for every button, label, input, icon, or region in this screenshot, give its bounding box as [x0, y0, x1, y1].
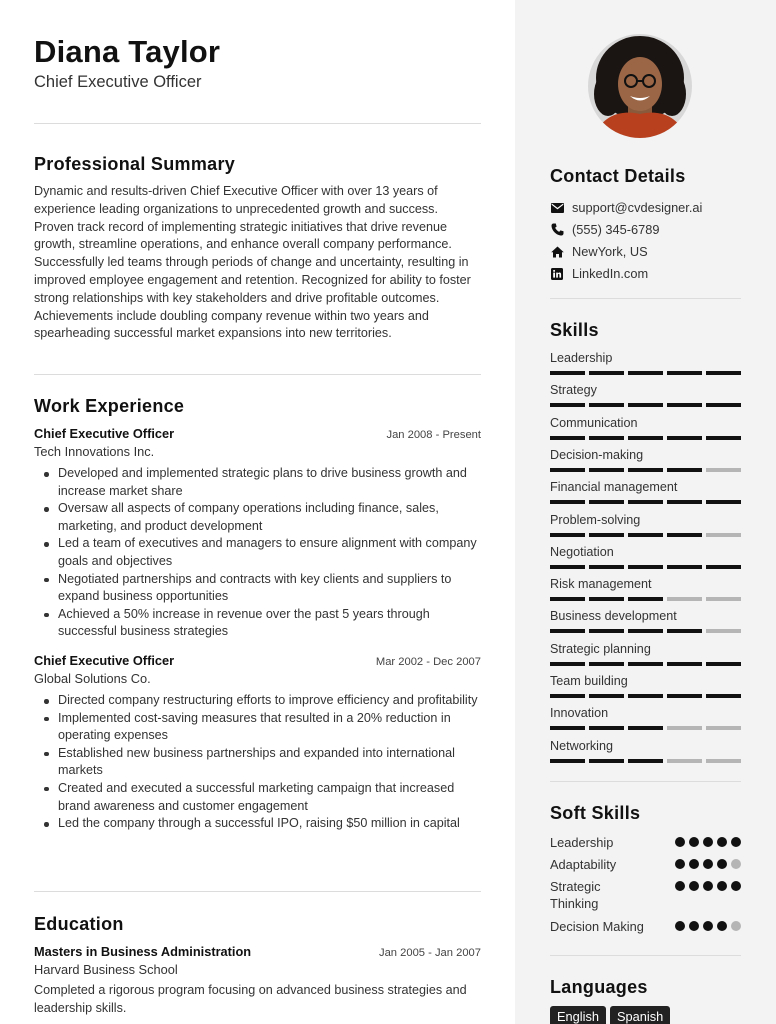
- skill-name: Communication: [550, 415, 638, 430]
- skill-name: Leadership: [550, 351, 613, 365]
- summary-text: Dynamic and results-driven Chief Executive Officer with over 13 years of experience leading organizations to unprecedented growth and success. Proven track record of implementing strategic initiatives that drive revenue growth, streamline operations, and enhance overall company performance. Successfully led teams through periods of change and uncertainty, resulting in improved employee engagement and retention. Recognized for ability to foster strong relationships with key stakeholders and drive profitable outcomes. Achievements include doubling company revenue within two years and spearheading successful market expansions into new territories.: [34, 184, 471, 341]
- soft-skill-rating: [675, 881, 741, 891]
- rating-dot-filled: [703, 859, 713, 869]
- skill-segment-filled: [628, 759, 663, 763]
- job-bullet: Implemented cost-saving measures that resulted in a 20% reduction in operating expenses: [34, 710, 481, 745]
- contact-phone[interactable]: [550, 222, 660, 237]
- skill-segment-filled: [550, 759, 585, 763]
- skill-segment-filled: [706, 403, 741, 407]
- skill-segment-filled: [667, 436, 702, 440]
- skill-segment-filled: [550, 468, 585, 472]
- skill-segment-filled: [550, 565, 585, 569]
- skill-segment-filled: [550, 629, 585, 633]
- skill-segment-empty: [667, 759, 702, 763]
- soft-skill-name: Leadership: [550, 835, 614, 850]
- skill-level-bar: [550, 500, 741, 504]
- job-bullets: [34, 692, 481, 833]
- contact-phone-text: (555) 345-6789: [572, 222, 660, 237]
- skill-segment-filled: [667, 533, 702, 537]
- skill-segment-filled: [628, 662, 663, 666]
- skill-level-bar: [550, 403, 741, 407]
- skill-segment-filled: [628, 629, 663, 633]
- skill-segment-filled: [667, 565, 702, 569]
- skill-segment-filled: [667, 500, 702, 504]
- skill-segment-filled: [667, 468, 702, 472]
- soft-skill-rating: [675, 859, 741, 869]
- rating-dot-filled: [689, 881, 699, 891]
- skill-item: [550, 513, 741, 537]
- rating-dot-filled: [703, 837, 713, 847]
- job-bullet: Established new business partnerships and expanded into international markets: [34, 745, 481, 780]
- skill-segment-filled: [628, 468, 663, 472]
- skill-segment-filled: [706, 694, 741, 698]
- skill-name: Strategic planning: [550, 641, 651, 656]
- divider: [550, 955, 741, 956]
- skill-item: [550, 480, 741, 504]
- skill-segment-empty: [667, 726, 702, 730]
- skill-segment-filled: [706, 565, 741, 569]
- skill-item: [550, 416, 741, 440]
- skill-segment-empty: [706, 533, 741, 537]
- soft-skill-item: [550, 918, 741, 935]
- divider: [34, 891, 481, 892]
- skill-segment-filled: [628, 371, 663, 375]
- skill-segment-filled: [628, 436, 663, 440]
- skill-item: [550, 609, 741, 633]
- skill-item: [550, 577, 741, 601]
- skill-level-bar: [550, 597, 741, 601]
- skill-segment-filled: [667, 629, 702, 633]
- skill-level-bar: [550, 759, 741, 763]
- skill-segment-empty: [667, 597, 702, 601]
- skill-level-bar: [550, 662, 741, 666]
- rating-dot-filled: [689, 837, 699, 847]
- rating-dot-filled: [717, 921, 727, 931]
- soft-skill-rating: [675, 837, 741, 847]
- skill-segment-empty: [706, 597, 741, 601]
- skill-segment-filled: [706, 662, 741, 666]
- skill-segment-filled: [589, 436, 624, 440]
- rating-dot-filled: [689, 921, 699, 931]
- rating-dot-filled: [675, 837, 685, 847]
- soft-skill-item: [550, 878, 741, 912]
- contact-email-text: support@cvdesigner.ai: [572, 200, 703, 215]
- skill-name: Negotiation: [550, 544, 614, 559]
- contact-location-text: NewYork, US: [572, 244, 648, 259]
- degree-title: Masters in Business Administration: [34, 944, 252, 959]
- rating-dot-filled: [703, 881, 713, 891]
- soft-skill-rating: [675, 921, 741, 931]
- skill-segment-filled: [628, 500, 663, 504]
- soft-skill-name: Decision Making: [550, 919, 644, 934]
- rating-dot-filled: [731, 881, 741, 891]
- skill-level-bar: [550, 694, 741, 698]
- school-name: Harvard Business School: [34, 962, 178, 977]
- job-entry: [34, 426, 481, 641]
- skill-segment-filled: [706, 500, 741, 504]
- skill-segment-filled: [589, 500, 624, 504]
- rating-dot-filled: [703, 921, 713, 931]
- skill-segment-filled: [628, 403, 663, 407]
- skill-name: Innovation: [550, 706, 609, 721]
- soft-skill-item: [550, 856, 741, 873]
- skill-segment-filled: [550, 403, 585, 407]
- contact-heading: Contact Details: [550, 166, 686, 186]
- soft-skill-name: Strategic Thinking: [550, 879, 601, 911]
- skill-item: [550, 351, 741, 375]
- skill-segment-filled: [550, 694, 585, 698]
- rating-dot-filled: [689, 859, 699, 869]
- summary-heading: Professional Summary: [34, 154, 236, 174]
- skill-segment-filled: [706, 436, 741, 440]
- job-company: Global Solutions Co.: [34, 671, 151, 686]
- education-dates: Jan 2005 - Jan 2007: [378, 947, 481, 959]
- skill-segment-filled: [589, 629, 624, 633]
- skill-level-bar: [550, 371, 741, 375]
- job-title: Chief Executive Officer: [34, 426, 175, 441]
- skill-item: [550, 448, 741, 472]
- skill-level-bar: [550, 436, 741, 440]
- experience-heading: Work Experience: [34, 396, 185, 416]
- divider: [34, 123, 481, 124]
- job-bullet: Led a team of executives and managers to ensure alignment with company goals and objectives: [34, 535, 481, 570]
- rating-dot-filled: [675, 859, 685, 869]
- job-entry: [34, 653, 481, 833]
- skill-segment-filled: [667, 403, 702, 407]
- skill-segment-filled: [667, 694, 702, 698]
- skills-heading: Skills: [550, 320, 599, 340]
- skill-segment-filled: [589, 371, 624, 375]
- rating-dot-filled: [717, 881, 727, 891]
- skill-segment-filled: [550, 662, 585, 666]
- contact-linkedin[interactable]: [550, 266, 648, 281]
- job-dates: Jan 2008 - Present: [386, 429, 481, 441]
- skill-name: Business development: [550, 609, 677, 624]
- skill-segment-empty: [706, 759, 741, 763]
- skill-segment-filled: [589, 759, 624, 763]
- skill-level-bar: [550, 629, 741, 633]
- skill-segment-filled: [667, 371, 702, 375]
- skill-name: Problem-solving: [550, 512, 641, 527]
- skill-segment-filled: [628, 533, 663, 537]
- languages-heading: Languages: [550, 977, 648, 997]
- soft-skill-item: [550, 834, 741, 851]
- skill-item: [550, 545, 741, 569]
- skill-segment-filled: [589, 726, 624, 730]
- skill-level-bar: [550, 726, 741, 730]
- skill-segment-filled: [550, 500, 585, 504]
- skill-segment-filled: [589, 565, 624, 569]
- skill-segment-filled: [589, 662, 624, 666]
- education-heading: Education: [34, 914, 124, 934]
- skill-segment-filled: [628, 597, 663, 601]
- rating-dot-empty: [731, 921, 741, 931]
- job-bullet: Directed company restructuring efforts to improve efficiency and profitability: [34, 692, 481, 710]
- skill-item: [550, 674, 741, 698]
- candidate-title: Chief Executive Officer: [34, 73, 202, 91]
- skill-item: [550, 383, 741, 407]
- job-company: Tech Innovations Inc.: [34, 444, 155, 459]
- skill-segment-filled: [667, 662, 702, 666]
- job-dates: Mar 2002 - Dec 2007: [375, 656, 481, 668]
- skill-segment-empty: [706, 726, 741, 730]
- soft-skill-name: Adaptability: [550, 857, 617, 872]
- rating-dot-filled: [717, 859, 727, 869]
- language-tag: Spanish: [610, 1006, 670, 1024]
- home-icon: [550, 245, 564, 259]
- candidate-name: Diana Taylor: [34, 34, 221, 69]
- skill-item: [550, 706, 741, 730]
- skill-segment-filled: [589, 533, 624, 537]
- job-bullet: Created and executed a successful marketing campaign that increased brand awareness and customer engagement: [34, 780, 481, 815]
- skill-level-bar: [550, 565, 741, 569]
- job-bullets: [34, 465, 481, 641]
- linkedin-icon: [550, 267, 564, 281]
- skill-segment-filled: [550, 436, 585, 440]
- job-bullet: Led the company through a successful IPO, raising $50 million in capital: [34, 815, 481, 833]
- skill-level-bar: [550, 533, 741, 537]
- contact-email[interactable]: [550, 200, 702, 215]
- skill-name: Risk management: [550, 577, 652, 592]
- skill-item: [550, 739, 741, 763]
- contact-location: [550, 244, 648, 259]
- skill-segment-filled: [589, 468, 624, 472]
- skill-segment-filled: [550, 726, 585, 730]
- contact-linkedin-text: LinkedIn.com: [572, 266, 649, 281]
- skill-name: Financial management: [550, 480, 678, 495]
- job-bullet: Oversaw all aspects of company operations including finance, sales, marketing, and product development: [34, 500, 481, 535]
- education-entry: [34, 944, 481, 1018]
- languages-list: [550, 1006, 670, 1024]
- skill-segment-filled: [589, 597, 624, 601]
- skill-segment-filled: [550, 371, 585, 375]
- education-description: Completed a rigorous program focusing on advanced business strategies and leadership skills.: [34, 983, 467, 1015]
- skill-item: [550, 642, 741, 666]
- rating-dot-empty: [731, 859, 741, 869]
- divider: [550, 298, 741, 299]
- skill-segment-filled: [589, 403, 624, 407]
- job-bullet: Developed and implemented strategic plans to drive business growth and increase market share: [34, 465, 481, 500]
- rating-dot-filled: [731, 837, 741, 847]
- envelope-icon: [550, 201, 564, 215]
- skill-segment-filled: [550, 533, 585, 537]
- skill-segment-empty: [706, 468, 741, 472]
- phone-icon: [550, 223, 564, 237]
- divider: [34, 374, 481, 375]
- skill-segment-empty: [706, 629, 741, 633]
- skill-segment-filled: [706, 371, 741, 375]
- rating-dot-filled: [675, 921, 685, 931]
- skill-name: Decision-making: [550, 447, 644, 462]
- job-bullet: Achieved a 50% increase in revenue over the past 5 years through successful business strategies: [34, 606, 481, 641]
- skill-segment-filled: [589, 694, 624, 698]
- divider: [550, 781, 741, 782]
- profile-photo: [588, 34, 692, 138]
- soft-skills-heading: Soft Skills: [550, 803, 641, 823]
- job-title: Chief Executive Officer: [34, 653, 175, 668]
- skill-name: Team building: [550, 674, 628, 688]
- skill-level-bar: [550, 468, 741, 472]
- skill-name: Strategy: [550, 383, 597, 398]
- skill-segment-filled: [628, 694, 663, 698]
- skill-segment-filled: [628, 726, 663, 730]
- skill-name: Networking: [550, 738, 613, 753]
- language-tag: English: [550, 1006, 606, 1024]
- rating-dot-filled: [675, 881, 685, 891]
- skill-segment-filled: [550, 597, 585, 601]
- skill-segment-filled: [628, 565, 663, 569]
- rating-dot-filled: [717, 837, 727, 847]
- job-bullet: Negotiated partnerships and contracts with key clients and suppliers to expand business opportunities: [34, 571, 481, 606]
